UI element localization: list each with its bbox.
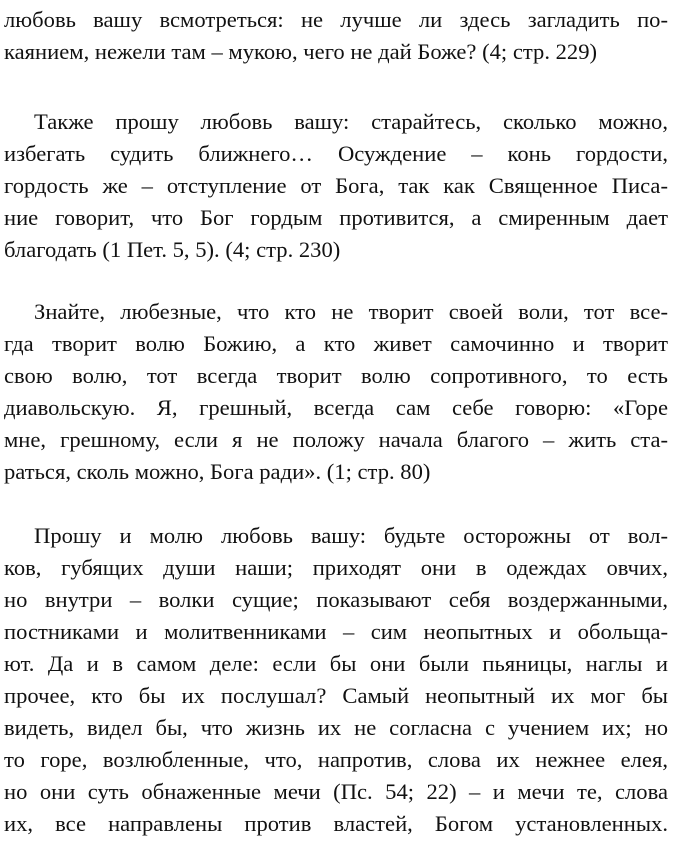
text-line: гордость же – отступление от Бога, так как Священное Писа- xyxy=(4,173,668,198)
text-line: любовь вашу всмотреться: не лучше ли здесь загладить по- xyxy=(4,7,668,32)
text-line: гда творит волю Божию, а кто живет самочинно и творит xyxy=(4,331,668,356)
text-line: то горе, возлюбленные, что, напротив, слова их нежнее елея, xyxy=(4,747,668,772)
text-line: свою волю, тот всегда творит волю сопротивного, то есть xyxy=(4,363,668,388)
text-line: избегать судить ближнего… Осуждение – конь гордости, xyxy=(4,141,668,166)
text-line: диавольскую. Я, грешный, всегда сам себе говорю: «Горе xyxy=(4,395,668,420)
text-line: раться, сколь можно, Бога ради». (1; стр. 80) xyxy=(4,459,431,484)
text-line: каянием, нежели там – мукою, чего не дай Боже? (4; стр. 229) xyxy=(4,39,598,64)
text-line: Знайте, любезные, что кто не творит своей воли, тот все- xyxy=(34,299,668,324)
text-line: ков, губящих души наши; приходят они в одеждах овчих, xyxy=(4,555,668,580)
text-line: ние говорит, что Бог гордым противится, а смиренным дает xyxy=(4,205,668,230)
text-line: мне, грешному, если я не положу начала благого – жить ста- xyxy=(4,427,668,452)
text-line: постниками и молитвенниками – сим неопытных и обольща- xyxy=(4,619,668,644)
text-line: ют. Да и в самом деле: если бы они были пьяницы, наглы и xyxy=(4,651,668,676)
text-line: Прошу и молю любовь вашу: будьте осторожны от вол- xyxy=(34,523,668,548)
text-line: видеть, видел бы, что жизнь их не согласна с учением их; но xyxy=(4,715,668,740)
text-line: благодать (1 Пет. 5, 5). (4; стр. 230) xyxy=(4,237,341,262)
text-line: но внутри – волки сущие; показывают себя воздержанными, xyxy=(4,587,668,612)
text-line: прочее, кто бы их послушал? Самый неопытный их мог бы xyxy=(4,683,668,708)
text-line: но они суть обнаженные мечи (Пс. 54; 22) – и мечи те, слова xyxy=(4,779,668,804)
text-line: Также прошу любовь вашу: старайтесь, сколько можно, xyxy=(34,109,668,134)
text-line: их, все направлены против властей, Богом установленных. xyxy=(4,811,668,836)
